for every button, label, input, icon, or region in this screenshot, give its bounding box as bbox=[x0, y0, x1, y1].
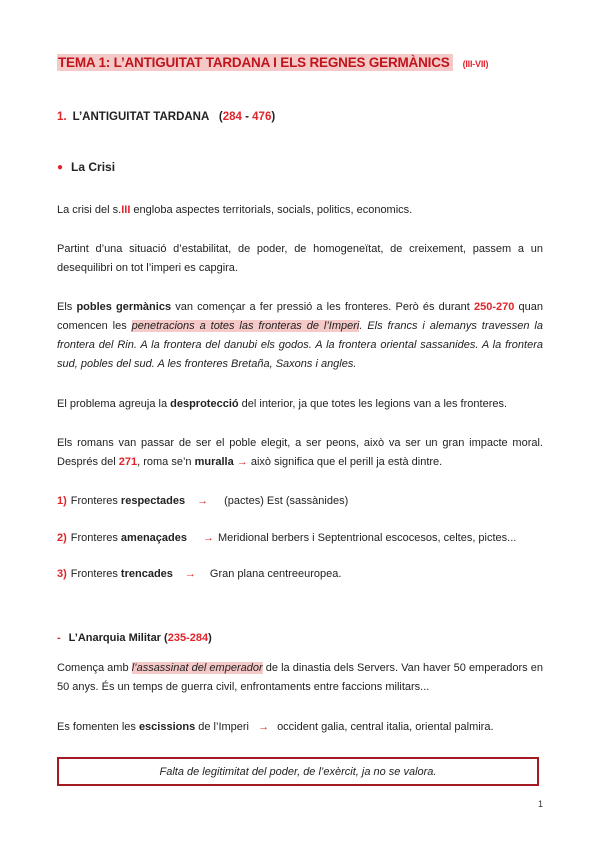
paragraph-romans bbox=[57, 434, 543, 472]
list-item bbox=[57, 495, 348, 507]
subsection-open: ( bbox=[160, 632, 168, 644]
subsection-range: 235-284 bbox=[167, 632, 209, 644]
p7-escissions: escissions bbox=[138, 721, 196, 733]
subsection-heading bbox=[57, 632, 212, 644]
bullet-heading bbox=[57, 160, 115, 174]
section-open: ( bbox=[218, 111, 223, 123]
subsection-close: ) bbox=[208, 632, 212, 644]
p3-text-e: quan comencen les bbox=[57, 301, 543, 332]
list-number: 3) bbox=[57, 568, 67, 580]
bullet-label: La Crisi bbox=[71, 160, 116, 174]
p6-highlight: l’assassinat del emperador bbox=[131, 662, 263, 674]
p1-century: III bbox=[121, 204, 131, 216]
arrow-right-icon: → bbox=[197, 495, 209, 507]
p3-text-a: Els bbox=[57, 301, 77, 313]
p5-year: 271 bbox=[118, 456, 138, 468]
section-heading bbox=[57, 111, 275, 123]
list-item bbox=[57, 532, 516, 544]
list-number: 1) bbox=[57, 495, 67, 507]
p5-text-c: , roma se’n bbox=[137, 456, 195, 468]
p3-pobles-germanics: pobles germànics bbox=[76, 301, 172, 313]
section-end-year: 476 bbox=[252, 111, 272, 123]
p3-text-c: van començar a fer pressió a les fronteres. Però és durant bbox=[171, 301, 474, 313]
p7-text-d: occident galia, central italia, oriental palmira. bbox=[277, 721, 494, 733]
paragraph-estabilitat bbox=[57, 240, 543, 278]
paragraph-desproteccio bbox=[57, 395, 543, 414]
list-detail: Meridional berbers i Septentrional escocesos, celtes, pictes... bbox=[217, 532, 517, 544]
list-text: Fronteres bbox=[70, 568, 121, 580]
title-main: TEMA 1: L’ANTIGUITAT TARDANA I ELS REGNES GERMÀNICS bbox=[57, 54, 453, 71]
section-start-year: 284 bbox=[222, 111, 242, 123]
p2-text: Partint d’una situació d’estabilitat, de poder, de homogeneïtat, de creixement, passem a un desequilibri on tot l’imperi es capgira. bbox=[57, 243, 543, 274]
p1-text-a: La crisi del s. bbox=[57, 204, 122, 216]
p4-text-c: del interior, ja que totes les legions van a les fronteres. bbox=[238, 398, 508, 410]
dash-icon: - bbox=[57, 632, 61, 644]
list-item bbox=[57, 568, 341, 580]
p6-text-a: Comença amb bbox=[57, 662, 132, 674]
callout-text: Falta de legitimitat del poder, de l’exèrcit, ja no se valora. bbox=[159, 766, 437, 778]
page-title bbox=[57, 55, 488, 70]
list-keyword: trencades bbox=[120, 568, 173, 580]
arrow-right-icon: → bbox=[258, 721, 270, 733]
section-number: 1. bbox=[57, 111, 67, 123]
list-detail: Gran plana centreeuropea. bbox=[209, 568, 342, 580]
p5-muralla: muralla bbox=[194, 456, 234, 468]
section-dash: - bbox=[241, 111, 253, 123]
page-number: 1 bbox=[537, 799, 543, 809]
list-detail: (pactes) Est (sassànides) bbox=[224, 495, 349, 507]
p3-years: 250-270 bbox=[473, 301, 515, 313]
p4-text-a: El problema agreuja la bbox=[57, 398, 171, 410]
p5-arrow-icon: → bbox=[233, 456, 248, 468]
p5-text-f: això significa que el perill ja està dintre. bbox=[247, 456, 443, 468]
paragraph-assassinat bbox=[57, 659, 543, 697]
paragraph-crisi bbox=[57, 201, 543, 220]
subsection-label: L’Anarquia Militar bbox=[68, 632, 161, 644]
p3-text-g: . Els francs i alemanys travessen la frontera del Rin. A la frontera del danubi els godos. A la frontera oriental sassanides. A la frontera sud, pobles del sud. A les fronteres Bretaña, Saxons i angles. bbox=[57, 320, 543, 370]
p7-text-a: Es fomenten les bbox=[57, 721, 139, 733]
arrow-right-icon: → bbox=[184, 568, 196, 580]
section-label: L’ANTIGUITAT TARDANA bbox=[72, 111, 210, 123]
title-range: (III-VII) bbox=[462, 59, 489, 69]
p6-text-c: de la dinastia dels Servers. Van haver 50 emperadors en 50 anys. És un temps de guerra civil, enfrontaments entre faccions militars... bbox=[57, 662, 543, 693]
callout-box bbox=[57, 757, 539, 786]
p7-text-c: de l’Imperi bbox=[195, 721, 253, 733]
list-keyword: respectades bbox=[120, 495, 186, 507]
p5-text-a: Els romans van passar de ser el poble elegit, a ser peons, això va ser un gran impacte moral. Després del bbox=[57, 437, 543, 468]
p4-desproteccio: desprotecció bbox=[170, 398, 239, 410]
list-number: 2) bbox=[57, 532, 67, 544]
arrow-right-icon: → bbox=[202, 532, 214, 544]
p1-text-c: engloba aspectes territorials, socials, politics, economics. bbox=[130, 204, 413, 216]
p3-highlight: penetracions a totes las fronteras de l’Imperi bbox=[131, 320, 360, 332]
paragraph-pobles bbox=[57, 298, 543, 374]
list-text: Fronteres bbox=[70, 532, 121, 544]
paragraph-escissions bbox=[57, 718, 543, 737]
list-text: Fronteres bbox=[70, 495, 121, 507]
section-close: ) bbox=[271, 111, 276, 123]
bullet-dot-icon: ● bbox=[57, 162, 64, 173]
list-keyword: amenaçades bbox=[120, 532, 187, 544]
